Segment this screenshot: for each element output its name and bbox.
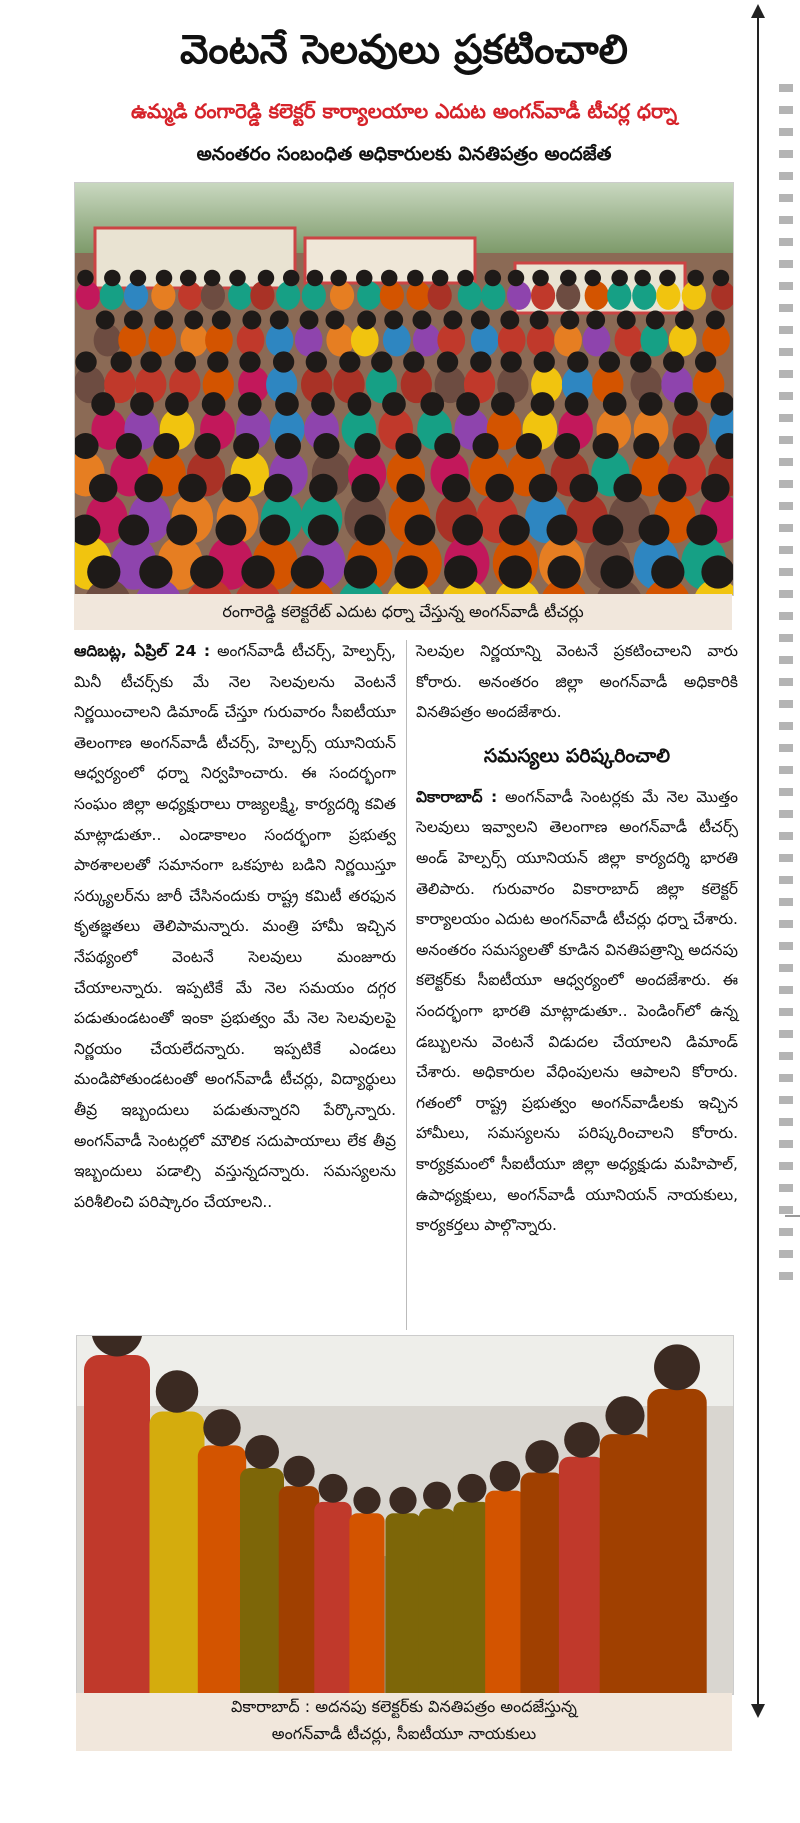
column-divider (406, 640, 407, 1330)
dateline: ఆదిబట్ల, ఏప్రిల్ 24 : (74, 642, 211, 660)
page-edge-line (757, 10, 759, 1710)
section-subhead: సమస్యలు పరిష్కరించాలి (483, 744, 671, 767)
arrow-up-icon (751, 4, 765, 18)
dateline-vikarabad: వికారాబాద్ : (416, 787, 498, 806)
adjacent-page-edge (775, 70, 800, 1770)
headline: వెంటనే సెలవులు ప్రకటించాలి (179, 27, 628, 73)
memorandum-photo (76, 1335, 734, 1695)
right-column (416, 636, 738, 1241)
right-column-body (416, 782, 738, 1241)
right-column-text: అంగన్‌వాడీ సెంటర్లకు మే నెల మొత్తం సెలవులు ఇవ్వాలని తెలంగాణ అంగన్‌వాడీ టీచర్స్ అండ్ హెల్పర్స్ యూనియన్ జిల్లా కార్యదర్శి భారతి తెలిపారు. గురువారం వికారాబాద్ జిల్లా కలెక్టర్ కార్యాలయం ఎదుట అంగన్‌వాడీ టీచర్లు ధర్నా చేశారు. అనంతరం సమస్యలతో కూడిన వినతిపత్రాన్ని అదనపు కలెక్టర్‌కు సీఐటీయూ ఆధ్వర్యంలో అందజేశారు. ఈ సందర్భంగా భారతి మాట్లాడుతూ.. పెండింగ్‌లో ఉన్న డబ్బులను వెంటనే విడుదల చేయాలని డిమాండ్ చేశారు. అధికారుల వేధింపులను ఆపాలని కోరారు. గతంలో రాష్ట్ర ప్రభుత్వం అంగన్‌వాడీలకు ఇచ్చిన హామీలు, సమస్యలను పరిష్కరించాలని కోరారు. కార్యక్రమంలో సీఐటీయూ జిల్లా అధ్యక్షుడు మహిపాల్, ఉపాధ్యక్షులు, అంగన్‌వాడీ యూనియన్ నాయకులు, కార్యకర్తలు పాల్గొన్నారు. (416, 787, 738, 1235)
memorandum-photo-graphic (77, 1336, 733, 1694)
photo1-caption: రంగారెడ్డి కలెక్టరేట్ ఎదుట ధర్నా చేస్తున్న అంగన్‌వాడీ టీచర్లు (74, 594, 732, 630)
photo2-caption-line1: వికారాబాద్ : అదనపు కలెక్టర్‌కు వినతిపత్రం అందజేస్తున్న (231, 1697, 577, 1716)
left-column (74, 636, 396, 1217)
subheadline: ఉమ్మడి రంగారెడ్డి కలెక్టర్ కార్యాలయాల ఎదుట అంగన్‌వాడీ టీచర్ల ధర్నా (130, 99, 678, 123)
left-column-body (74, 636, 396, 1217)
adjacent-page-divider (785, 1215, 800, 1217)
left-column-text: అంగన్‌వాడీ టీచర్స్, హెల్పర్స్, మినీ టీచర్స్‌కు మే నెల సెలవులను వెంటనే నిర్ణయించాలని డిమాండ్ చేస్తూ గురువారం సీఐటీయూ తెలంగాణ అంగన్‌వాడీ టీచర్స్, హెల్పర్స్ యూనియన్ ఆధ్వర్యంలో ధర్నా నిర్వహించారు. ఈ సందర్భంగా సంఘం జిల్లా అధ్యక్షురాలు రాజ్యలక్ష్మి, కార్యదర్శి కవిత మాట్లాడుతూ.. ఎండాకాలం సందర్భంగా ప్రభుత్వ పాఠశాలలతో సమానంగా ఒకపూట బడిని నిర్ణయిస్తూ సర్క్యులర్‌ను జారీ చేసినందుకు రాష్ట్ర కమిటీ తరఫున కృతజ్ఞతలు తెలిపామన్నారు. మంత్రి హామీ ఇచ్చిన నేపథ్యంలో వెంటనే సెలవులు మంజూరు చేయాలన్నారు. ఇప్పటికే మే నెల సమయం దగ్గర పడుతుండటంతో ఇంకా ప్రభుత్వం మే నెల సెలవులపై నిర్ణయం చేయలేదన్నారు. ఇప్పటికే ఎండలు మండిపోతుండటంతో అంగన్‌వాడీ టీచర్లు, విద్యార్థులు తీవ్ర ఇబ్బందులు పడుతున్నారని పేర్కొన్నారు. అంగన్‌వాడీ సెంటర్లలో మౌలిక సదుపాయాలు లేక తీవ్ర ఇబ్బందులు పడాల్సి వస్తున్నదన్నారు. సమస్యలను పరిశీలించి పరిష్కారం చేయాలని.. (74, 642, 396, 1211)
right-column-top-text: సెలవుల నిర్ణయాన్ని వెంటనే ప్రకటించాలని వారు కోరారు. అనంతరం జిల్లా అంగన్‌వాడీ అధికారికి వినతిపత్రం అందజేశారు. (416, 642, 738, 722)
photo2-caption (76, 1693, 732, 1751)
deck: అనంతరం సంబంధిత అధికారులకు వినతిపత్రం అందజేత (196, 143, 612, 165)
protest-photo-graphic (75, 183, 733, 595)
photo2-caption-line2: అంగన్‌వాడీ టీచర్లు, సీఐటీయూ నాయకులు (271, 1724, 537, 1743)
protest-photo (74, 182, 734, 596)
arrow-down-icon (751, 1704, 765, 1718)
